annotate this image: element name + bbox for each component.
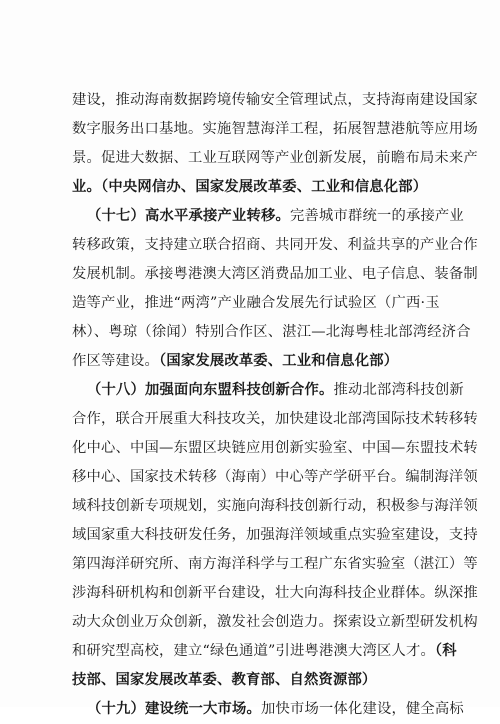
text-segment: 加快市场一体化建设，健全高标 [260, 701, 464, 717]
text-line [72, 463, 478, 492]
text-segment: 化中心、中国—东盟区块链应用创新实验室、中国—东盟技术转 [72, 440, 478, 456]
bold-text-segment: （十八）加强面向东盟科技创新合作。 [87, 382, 334, 398]
text-line [72, 637, 457, 666]
text-segment: 推动北部湾科技创新 [333, 382, 464, 398]
text-line [72, 202, 464, 231]
text-line [72, 144, 478, 173]
bold-text-segment: （科 [434, 643, 457, 659]
text-segment: 林）、粤琼（徐闻）特别合作区、湛江—北海粤桂北部湾经济合 [72, 324, 471, 340]
text-line [72, 550, 478, 579]
document-body [72, 86, 478, 724]
text-line [72, 289, 440, 318]
bold-text-segment: 技部、国家发展改革委、教育部、自然资源部） [72, 672, 377, 688]
text-segment: 和研究型高校，建立“绿色通道”引进粤港澳大湾区人才。 [72, 643, 435, 659]
text-segment: 数字服务出口基地。实施智慧海洋工程，拓展智慧港航等应用场 [72, 121, 478, 137]
text-line [72, 86, 478, 115]
text-line [72, 579, 478, 608]
bold-text-segment: （十九）建设统一大市场。 [87, 701, 261, 717]
text-line [72, 695, 464, 724]
text-segment: 景。促进大数据、工业互联网等产业创新发展，前瞻布局未来产 [72, 150, 478, 166]
text-line [72, 521, 478, 550]
text-line [72, 608, 478, 637]
text-line [72, 376, 464, 405]
text-line [72, 260, 478, 289]
text-segment: 发展机制。承接粤港澳大湾区消费品加工业、电子信息、装备制 [72, 266, 478, 282]
bold-text-segment: （十七）高水平承接产业转移。 [87, 208, 290, 224]
text-line [72, 434, 478, 463]
text-line [72, 405, 478, 434]
text-line [72, 231, 478, 260]
text-segment: 合作，联合开展重大科技攻关，加快建设北部湾国际技术转移转 [72, 411, 478, 427]
text-line [72, 115, 478, 144]
text-segment: 完善城市群统一的承接产业 [289, 208, 464, 224]
text-segment: 域国家重大科技研发任务，加强海洋领域重点实验室建设，支持 [72, 527, 478, 543]
text-segment: 域科技创新专项规划，实施向海科技创新行动，积极参与海洋领 [72, 498, 478, 514]
text-segment: 建设，推动海南数据跨境传输安全管理试点，支持海南建设国家 [72, 92, 478, 108]
text-segment: 造等产业，推进“两湾”产业融合发展先行试验区（广西·玉 [72, 295, 440, 311]
text-segment: 动大众创业万众创新，激发社会创造力。探索设立新型研发机构 [72, 614, 478, 630]
bold-text-segment: （国家发展改革委、工业和信息化部） [158, 353, 399, 369]
text-segment: 作区等建设。 [72, 353, 159, 369]
text-segment: 涉海科研机构和创新平台建设，壮大向海科技企业群体。纵深推 [72, 585, 478, 601]
text-segment: 转移政策，支持建立联合招商、共同开发、利益共享的产业合作 [72, 237, 478, 253]
text-line [72, 173, 436, 202]
text-line [72, 492, 478, 521]
text-line [72, 318, 471, 347]
text-segment: 第四海洋研究所、南方海洋科学与工程广东省实验室（湛江）等 [72, 556, 478, 572]
text-line [72, 347, 436, 376]
bold-text-segment: 业。（中央网信办、国家发展改革委、工业和信息化部） [72, 179, 428, 195]
text-line [72, 666, 436, 695]
text-segment: 移中心、国家技术转移（海南）中心等产学研平台。编制海洋领 [72, 469, 478, 485]
